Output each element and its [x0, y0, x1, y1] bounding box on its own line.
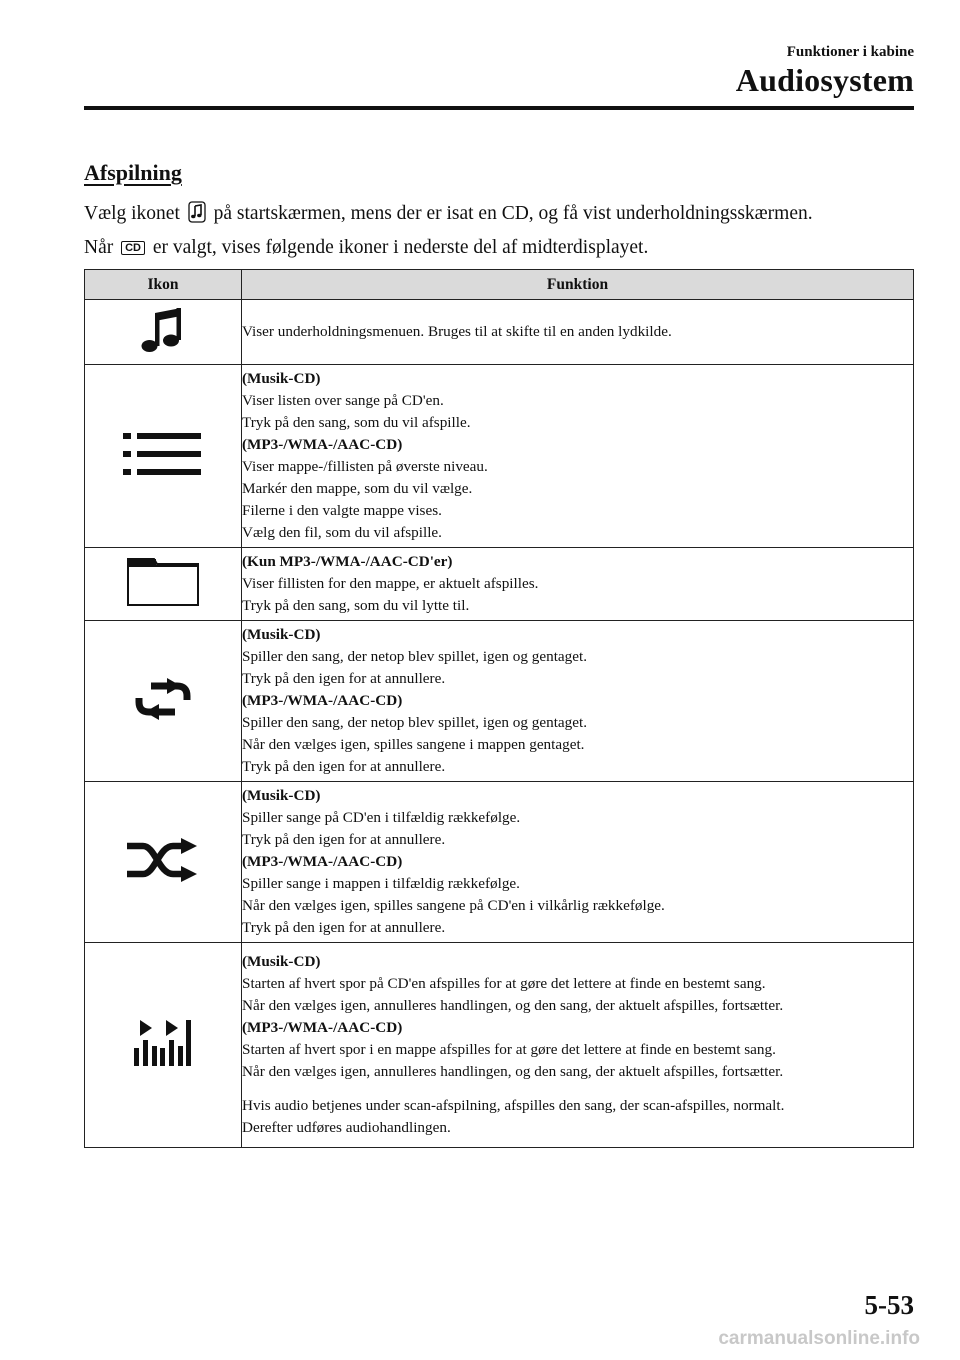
function-cell: [242, 782, 914, 943]
function-cell: [242, 365, 914, 548]
shuffle-icon: [127, 838, 199, 882]
intro-line-2: [84, 233, 924, 263]
table-row: [85, 300, 914, 365]
paragraph-gap: [242, 1083, 913, 1095]
section-title: Afspilning: [84, 160, 182, 185]
icon-cell: [85, 621, 242, 782]
function-text: Viser fillisten for den mappe, er aktuelt afspilles.: [242, 575, 539, 592]
function-text: Når den vælges igen, annulleres handlingen, og den sang, der aktuelt afspilles, fortsætter.: [242, 997, 784, 1014]
function-text: Viser listen over sange på CD'en.: [242, 392, 444, 409]
table-row: [85, 943, 914, 1148]
table-row: [85, 621, 914, 782]
folder-icon: [126, 557, 200, 607]
function-subheading: (MP3-/WMA-/AAC-CD): [242, 692, 403, 709]
column-header-icon: Ikon: [85, 270, 242, 300]
table-row: [85, 782, 914, 943]
table-row: [85, 365, 914, 548]
function-text: Starten af hvert spor på CD'en afspilles for at gøre det lettere at finde en bestemt sang.: [242, 975, 766, 992]
icon-cell: [85, 365, 242, 548]
function-text: Når den vælges igen, spilles sangene i mappen gentaget.: [242, 736, 585, 753]
table-header-row: [85, 270, 914, 300]
function-subheading: (MP3-/WMA-/AAC-CD): [242, 853, 403, 870]
list-icon: [123, 431, 203, 477]
function-text: Tryk på den sang, som du vil afspille.: [242, 414, 471, 431]
function-text: Når den vælges igen, annulleres handlingen, og den sang, der aktuelt afspilles, fortsætter.: [242, 1063, 784, 1080]
function-cell: [242, 548, 914, 621]
music-note-icon: [137, 304, 189, 356]
function-text: Filerne i den valgte mappe vises.: [242, 502, 442, 519]
icon-cell: [85, 782, 242, 943]
icon-cell: [85, 943, 242, 1148]
music-note-icon: [188, 201, 206, 233]
chapter-title: Audiosystem: [735, 62, 914, 98]
function-text: Vælg den fil, som du vil afspille.: [242, 524, 442, 541]
icon-cell: [85, 300, 242, 365]
function-subheading: (MP3-/WMA-/AAC-CD): [242, 436, 403, 453]
function-text: Derefter udføres audiohandlingen.: [242, 1119, 451, 1136]
intro-text: på startskærmen, mens der er isat en CD, og få vist underholdningsskærmen.: [213, 203, 813, 224]
scan-icon: [132, 1018, 194, 1068]
page-number: 5-53: [864, 1290, 914, 1320]
function-subheading: (Musik-CD): [242, 953, 321, 970]
chapter-subtitle: Funktioner i kabine: [786, 44, 914, 60]
function-text: Spiller sange på CD'en i tilfældig rækkefølge.: [242, 809, 521, 826]
function-text: Spiller sange i mappen i tilfældig rækkefølge.: [242, 875, 520, 892]
intro-text: Vælg ikonet: [84, 203, 180, 224]
function-text: Spiller den sang, der netop blev spillet, igen og gentaget.: [242, 648, 588, 665]
function-cell: [242, 621, 914, 782]
function-subheading: (Musik-CD): [242, 370, 321, 387]
intro-text: er valgt, vises følgende ikoner i nederste del af midterdisplayet.: [152, 237, 649, 258]
function-cell: [242, 943, 914, 1148]
function-text: Når den vælges igen, spilles sangene på CD'en i vilkårlig rækkefølge.: [242, 897, 665, 914]
function-subheading: (MP3-/WMA-/AAC-CD): [242, 1019, 403, 1036]
table-row: [85, 548, 914, 621]
function-text: Tryk på den sang, som du vil lytte til.: [242, 597, 470, 614]
function-text: Spiller den sang, der netop blev spillet, igen og gentaget.: [242, 714, 588, 731]
function-text: Viser mappe-/fillisten på øverste niveau.: [242, 458, 488, 475]
intro-line-1: [84, 199, 924, 233]
function-text: Tryk på den igen for at annullere.: [242, 670, 446, 687]
icon-function-table: [84, 269, 914, 1148]
cd-icon: CD: [121, 241, 145, 255]
function-text: Starten af hvert spor i en mappe afspilles for at gøre det lettere at finde en bestemt sang.: [242, 1041, 776, 1058]
function-text: Tryk på den igen for at annullere.: [242, 831, 446, 848]
repeat-icon: [131, 678, 195, 720]
watermark: carmanualsonline.info: [718, 1328, 920, 1349]
function-text: Tryk på den igen for at annullere.: [242, 919, 446, 936]
function-text: Tryk på den igen for at annullere.: [242, 758, 446, 775]
function-subheading: (Kun MP3-/WMA-/AAC-CD'er): [242, 553, 453, 570]
intro-paragraph: [84, 199, 924, 263]
function-subheading: (Musik-CD): [242, 626, 321, 643]
column-header-function: Funktion: [242, 270, 914, 300]
function-text: Viser underholdningsmenuen. Bruges til at skifte til en anden lydkilde.: [242, 323, 672, 340]
function-text: Hvis audio betjenes under scan-afspilning, afspilles den sang, der scan-afspilles, normalt.: [242, 1097, 785, 1114]
function-text: Markér den mappe, som du vil vælge.: [242, 480, 473, 497]
icon-cell: [85, 548, 242, 621]
header-divider: [84, 106, 914, 110]
function-cell: [242, 300, 914, 365]
intro-text: Når: [84, 237, 114, 258]
function-subheading: (Musik-CD): [242, 787, 321, 804]
